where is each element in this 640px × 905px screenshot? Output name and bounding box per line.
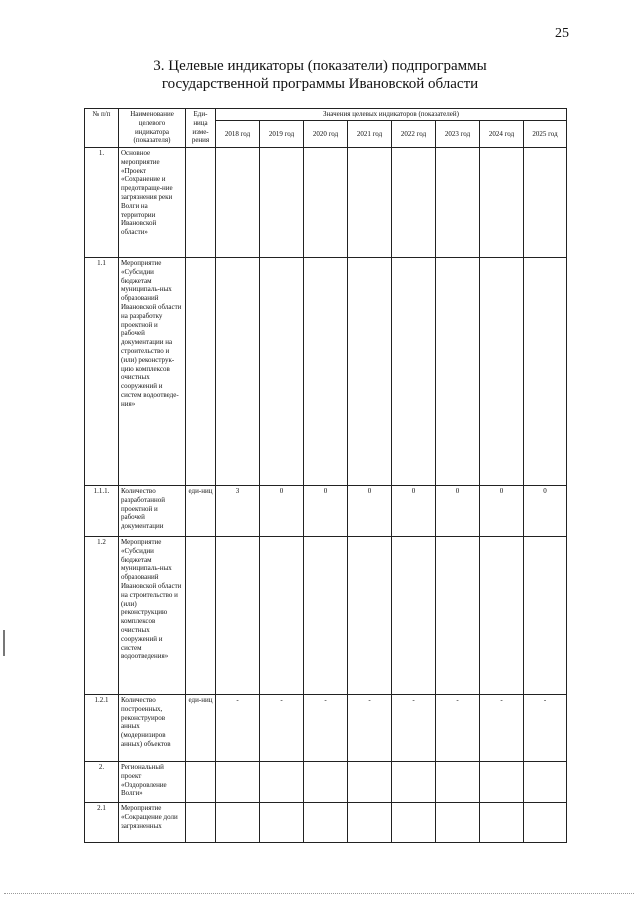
row-value: 0: [304, 486, 348, 537]
header-unit: Еди-ница изме-рения: [186, 109, 216, 148]
title-line-1: 3. Целевые индикаторы (показатели) подпрограммы: [153, 58, 487, 74]
table-row: [85, 537, 567, 695]
row-value: [304, 148, 348, 258]
row-value: [216, 762, 260, 803]
row-num: 1.1: [85, 258, 119, 486]
page-title: [60, 57, 580, 93]
row-value: [216, 258, 260, 486]
row-value: [260, 803, 304, 843]
row-value: [436, 258, 480, 486]
row-value: [260, 148, 304, 258]
row-name: Основное мероприятие «Проект «Сохранение и предотвраще-ние загрязнения реки Волги на территории Ивановской области»: [119, 148, 186, 258]
row-value: 0: [524, 486, 567, 537]
row-value: [260, 762, 304, 803]
row-value: [216, 537, 260, 695]
row-value: [480, 148, 524, 258]
row-name: Количество построенных, реконструиров анных (модернизиров анных) объектов: [119, 695, 186, 762]
row-value: [436, 537, 480, 695]
row-value: [392, 258, 436, 486]
row-value: [480, 537, 524, 695]
row-value: [304, 762, 348, 803]
row-unit: [186, 148, 216, 258]
header-year: 2021 год: [348, 121, 392, 148]
row-value: [480, 762, 524, 803]
header-year: 2024 год: [480, 121, 524, 148]
row-value: [216, 148, 260, 258]
row-value: [304, 803, 348, 843]
row-unit: еди-ниц: [186, 695, 216, 762]
row-value: [216, 803, 260, 843]
row-value: 3: [216, 486, 260, 537]
row-name: Региональный проект «Оздоровление Волги»: [119, 762, 186, 803]
row-unit: [186, 762, 216, 803]
row-value: [524, 762, 567, 803]
row-value: [392, 803, 436, 843]
row-value: [524, 803, 567, 843]
row-unit: [186, 803, 216, 843]
row-value: -: [480, 695, 524, 762]
row-value: [304, 537, 348, 695]
row-value: [436, 803, 480, 843]
row-value: -: [436, 695, 480, 762]
row-value: [260, 537, 304, 695]
table-row: [85, 148, 567, 258]
row-value: [348, 762, 392, 803]
header-year: 2025 год: [524, 121, 567, 148]
row-value: [348, 258, 392, 486]
row-value: -: [304, 695, 348, 762]
header-num: № п/п: [85, 109, 119, 148]
row-num: 2.1: [85, 803, 119, 843]
row-value: [436, 762, 480, 803]
header-name: Наименование целевого индикатора (показателя): [119, 109, 186, 148]
row-value: -: [260, 695, 304, 762]
row-value: [392, 537, 436, 695]
row-num: 2.: [85, 762, 119, 803]
row-unit: [186, 537, 216, 695]
row-num: 1.2.1: [85, 695, 119, 762]
row-value: [348, 803, 392, 843]
row-name: Мероприятие «Субсидии бюджетам муниципаль-ных образований Ивановской области на разработку проектной и рабочей документации на строительство и (или) реконструк-цию комплексов очистных сооружений и систем водоотведе-ния»: [119, 258, 186, 486]
table-row: [85, 803, 567, 843]
row-value: [524, 258, 567, 486]
row-unit: еди-ниц: [186, 486, 216, 537]
row-value: 0: [260, 486, 304, 537]
row-value: -: [348, 695, 392, 762]
indicators-table-wrap: [84, 108, 567, 843]
row-value: 0: [392, 486, 436, 537]
table-row: [85, 762, 567, 803]
header-year: 2020 год: [304, 121, 348, 148]
header-year: 2023 год: [436, 121, 480, 148]
scan-margin-mark: [3, 630, 5, 656]
row-name: Мероприятие «Сокращение доли загрязненных: [119, 803, 186, 843]
row-value: [392, 762, 436, 803]
row-value: 0: [348, 486, 392, 537]
header-year: 2022 год: [392, 121, 436, 148]
row-name: Количество разработанной проектной и рабочей документации: [119, 486, 186, 537]
row-value: [392, 148, 436, 258]
row-value: [260, 258, 304, 486]
row-value: [524, 148, 567, 258]
row-value: [348, 148, 392, 258]
page-number: 25: [555, 26, 569, 41]
header-year: 2019 год: [260, 121, 304, 148]
row-value: -: [392, 695, 436, 762]
table-row: [85, 486, 567, 537]
row-value: [348, 537, 392, 695]
scan-edge-line: [4, 893, 634, 894]
row-value: [436, 148, 480, 258]
table-row: [85, 258, 567, 486]
title-line-2: государственной программы Ивановской области: [161, 76, 479, 92]
indicators-table: [84, 108, 567, 843]
header-year: 2018 год: [216, 121, 260, 148]
row-value: -: [216, 695, 260, 762]
row-value: 0: [436, 486, 480, 537]
row-num: 1.2: [85, 537, 119, 695]
row-name: Мероприятие «Субсидии бюджетам муниципаль-ных образований Ивановской области на строительство и (или) реконструкцию комплексов очистных сооружений и систем водоотведения»: [119, 537, 186, 695]
row-unit: [186, 258, 216, 486]
row-num: 1.: [85, 148, 119, 258]
row-value: [304, 258, 348, 486]
row-value: 0: [480, 486, 524, 537]
table-row: [85, 695, 567, 762]
row-value: [480, 803, 524, 843]
row-value: -: [524, 695, 567, 762]
header-values-group: Значения целевых индикаторов (показателей): [216, 109, 567, 121]
row-value: [480, 258, 524, 486]
row-num: 1.1.1.: [85, 486, 119, 537]
row-value: [524, 537, 567, 695]
